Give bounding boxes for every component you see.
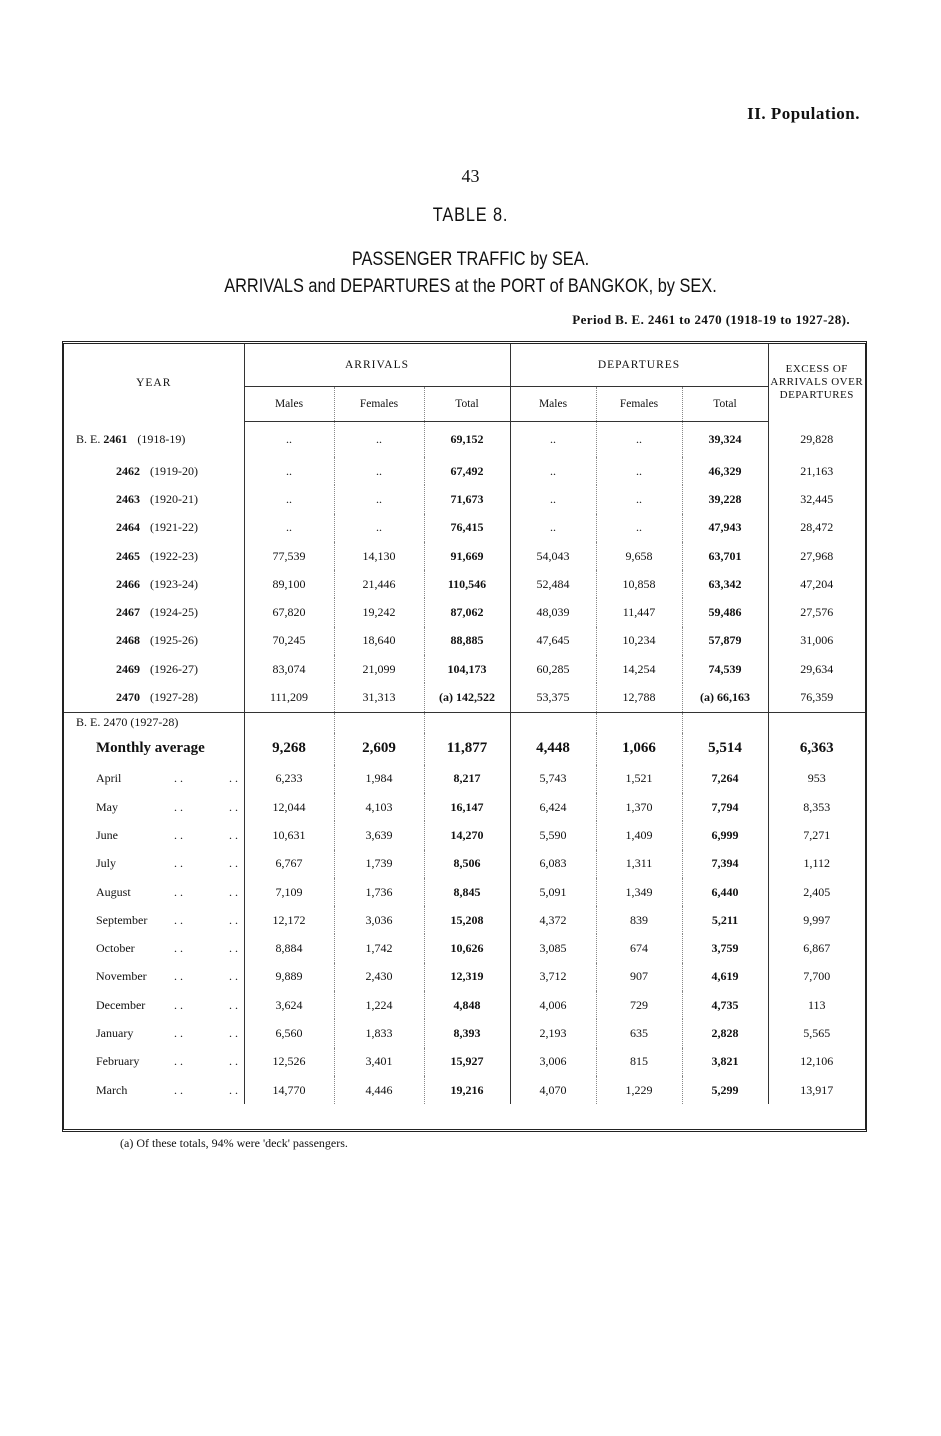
month-name	[64, 963, 244, 991]
cell-dep_t: 4,735	[682, 991, 768, 1019]
cell-excess: 9,997	[768, 906, 865, 934]
table-row	[64, 542, 865, 570]
cell-arr_f: 21,099	[334, 655, 424, 683]
table-row	[64, 655, 865, 683]
cell-dep_t: 3,759	[682, 934, 768, 962]
cell-arr_f: 4,103	[334, 793, 424, 821]
cell-excess: 6,867	[768, 934, 865, 962]
cell-excess: 13,917	[768, 1076, 865, 1104]
cell-dep_m: ..	[510, 457, 596, 485]
table-row	[64, 683, 865, 712]
table-row	[64, 1076, 865, 1104]
cell-dep_f: 839	[596, 906, 682, 934]
table-row	[64, 421, 865, 457]
month-name	[64, 1019, 244, 1047]
cell-arr_m: ..	[244, 421, 334, 457]
table-row	[64, 570, 865, 598]
year-be: 2465	[116, 548, 140, 563]
year-period: (1918-19)	[137, 431, 186, 446]
cell-dep_m: 5,590	[510, 821, 596, 849]
year-period: (1920-21)	[150, 491, 198, 506]
cell-excess: 953	[768, 765, 865, 793]
table-row	[64, 765, 865, 793]
cell-arr_m: 89,100	[244, 570, 334, 598]
cell-arr_t: 76,415	[424, 514, 510, 542]
cell-dep_f: ..	[596, 457, 682, 485]
month-label: October	[96, 941, 135, 956]
cell-arr_m: 14,770	[244, 1076, 334, 1104]
month-label: May	[96, 799, 118, 814]
year-be: 2461	[103, 431, 128, 446]
cell-arr_f: ..	[334, 485, 424, 513]
leader-dots: ..	[229, 1054, 241, 1069]
cell-dep_t: 39,324	[682, 421, 768, 457]
cell-arr_m: 70,245	[244, 627, 334, 655]
year-cell	[64, 683, 244, 712]
cell-arr_t: 110,546	[424, 570, 510, 598]
arrivals-males-header: Males	[244, 386, 334, 421]
cell-arr_t: 15,208	[424, 906, 510, 934]
cell-dep_t: 63,701	[682, 542, 768, 570]
cell-arr_f: 3,639	[334, 821, 424, 849]
cell-dep_m: 6,083	[510, 850, 596, 878]
leader-dots: ..	[229, 884, 241, 899]
year-period: (1924-25)	[150, 605, 198, 620]
cell-arr_m: 12,172	[244, 906, 334, 934]
cell-excess: 76,359	[768, 683, 865, 712]
cell-arr_m: 10,631	[244, 821, 334, 849]
cell-dep_t: 7,394	[682, 850, 768, 878]
cell-dep_m: 5,091	[510, 878, 596, 906]
year-prefix: B. E.	[76, 431, 101, 446]
table-row	[64, 598, 865, 626]
cell-arr_f: 4,446	[334, 1076, 424, 1104]
cell-dep_m: 6,424	[510, 793, 596, 821]
cell-excess: 1,112	[768, 850, 865, 878]
table-title-line1: PASSENGER TRAFFIC by SEA.	[351, 249, 590, 270]
cell-dep_f: 9,658	[596, 542, 682, 570]
month-label: September	[96, 912, 148, 927]
avg-label: Monthly average	[96, 740, 205, 757]
cell-dep_f: ..	[596, 421, 682, 457]
page-number: 43	[461, 166, 480, 186]
leader-dots: ..	[174, 799, 186, 814]
cell-excess: 8,353	[768, 793, 865, 821]
cell-arr_m: 6,233	[244, 765, 334, 793]
cell-arr_m: 7,109	[244, 878, 334, 906]
cell-arr_t: 87,062	[424, 598, 510, 626]
year-cell	[64, 457, 244, 485]
leader-dots: ..	[174, 1054, 186, 1069]
cell-arr_t: 104,173	[424, 655, 510, 683]
departures-total-header: Total	[682, 386, 768, 421]
month-label: January	[96, 1025, 134, 1040]
cell-arr_m: 12,526	[244, 1048, 334, 1076]
year-period: (1926-27)	[150, 661, 198, 676]
cell-dep_m: 53,375	[510, 683, 596, 712]
leader-dots: ..	[174, 884, 186, 899]
cell-dep_t: 2,828	[682, 1019, 768, 1047]
cell-excess: 31,006	[768, 627, 865, 655]
cell-excess: 47,204	[768, 570, 865, 598]
cell-arr_f: 1,833	[334, 1019, 424, 1047]
cell-arr_f: 3,401	[334, 1048, 424, 1076]
passenger-traffic-table	[64, 344, 865, 1104]
month-name	[64, 850, 244, 878]
cell-dep_t: 46,329	[682, 457, 768, 485]
table-title-line2: ARRIVALS and DEPARTURES at the PORT of BANGKOK, by SEX.	[224, 276, 717, 297]
cell-arr_f: 31,313	[334, 683, 424, 712]
table-row	[64, 485, 865, 513]
table-row	[64, 821, 865, 849]
month-name	[64, 793, 244, 821]
departures-males-header: Males	[510, 386, 596, 421]
cell-dep_m: 2,193	[510, 1019, 596, 1047]
table-row	[64, 1019, 865, 1047]
cell-arr_m: 6,767	[244, 850, 334, 878]
year-be: 2468	[116, 633, 140, 648]
year-cell	[64, 570, 244, 598]
table-row	[64, 906, 865, 934]
cell-arr_t: (a) 142,522	[424, 683, 510, 712]
year-cell	[64, 421, 244, 457]
cell-arr_m: 111,209	[244, 683, 334, 712]
cell-arr_t: 88,885	[424, 627, 510, 655]
cell-dep_t: 59,486	[682, 598, 768, 626]
table-row	[64, 514, 865, 542]
avg-arr-females: 2,609	[334, 733, 424, 765]
cell-dep_f: 10,234	[596, 627, 682, 655]
cell-dep_m: 4,070	[510, 1076, 596, 1104]
table-row	[64, 457, 865, 485]
year-be: 2462	[116, 463, 140, 478]
cell-dep_m: 5,743	[510, 765, 596, 793]
cell-arr_t: 8,393	[424, 1019, 510, 1047]
cell-arr_t: 71,673	[424, 485, 510, 513]
leader-dots: ..	[174, 941, 186, 956]
leader-dots: ..	[229, 771, 241, 786]
cell-arr_m: 77,539	[244, 542, 334, 570]
cell-excess: 7,271	[768, 821, 865, 849]
monthly-rows	[64, 765, 865, 1105]
leader-dots: ..	[229, 799, 241, 814]
cell-arr_f: 19,242	[334, 598, 424, 626]
month-label: August	[96, 884, 131, 899]
cell-dep_m: ..	[510, 485, 596, 513]
cell-excess: 29,634	[768, 655, 865, 683]
cell-arr_t: 8,217	[424, 765, 510, 793]
cell-dep_f: 11,447	[596, 598, 682, 626]
cell-arr_f: ..	[334, 514, 424, 542]
avg-heading: B. E. 2470 (1927-28)	[64, 712, 244, 733]
table-row	[64, 627, 865, 655]
cell-dep_f: 907	[596, 963, 682, 991]
cell-arr_t: 4,848	[424, 991, 510, 1019]
leader-dots: ..	[229, 1082, 241, 1097]
cell-dep_t: (a) 66,163	[682, 683, 768, 712]
cell-dep_f: 729	[596, 991, 682, 1019]
cell-dep_f: ..	[596, 485, 682, 513]
leader-dots: ..	[174, 856, 186, 871]
cell-arr_t: 10,626	[424, 934, 510, 962]
year-period: (1919-20)	[150, 463, 198, 478]
cell-dep_t: 5,299	[682, 1076, 768, 1104]
leader-dots: ..	[229, 969, 241, 984]
month-name	[64, 765, 244, 793]
cell-arr_f: 1,224	[334, 991, 424, 1019]
month-label: November	[96, 969, 147, 984]
cell-arr_f: 2,430	[334, 963, 424, 991]
cell-arr_f: 14,130	[334, 542, 424, 570]
cell-arr_t: 8,506	[424, 850, 510, 878]
cell-dep_f: 1,521	[596, 765, 682, 793]
cell-dep_m: 3,712	[510, 963, 596, 991]
cell-dep_t: 74,539	[682, 655, 768, 683]
cell-dep_m: 3,006	[510, 1048, 596, 1076]
cell-arr_t: 15,927	[424, 1048, 510, 1076]
month-label: April	[96, 771, 122, 786]
year-be: 2463	[116, 491, 140, 506]
table-row	[64, 1048, 865, 1076]
month-name	[64, 878, 244, 906]
cell-arr_t: 14,270	[424, 821, 510, 849]
year-cell	[64, 598, 244, 626]
table-row	[64, 963, 865, 991]
cell-dep_t: 7,794	[682, 793, 768, 821]
cell-dep_m: 4,372	[510, 906, 596, 934]
month-label: March	[96, 1082, 128, 1097]
year-cell	[64, 627, 244, 655]
cell-dep_m: 60,285	[510, 655, 596, 683]
month-name	[64, 821, 244, 849]
month-name	[64, 1076, 244, 1104]
footnote: (a) Of these totals, 94% were 'deck' passengers.	[120, 1136, 348, 1150]
cell-dep_t: 5,211	[682, 906, 768, 934]
cell-arr_t: 19,216	[424, 1076, 510, 1104]
cell-arr_t: 8,845	[424, 878, 510, 906]
year-period: (1923-24)	[150, 576, 198, 591]
cell-arr_m: ..	[244, 457, 334, 485]
cell-arr_f: 1,984	[334, 765, 424, 793]
leader-dots: ..	[174, 827, 186, 842]
leader-dots: ..	[229, 1025, 241, 1040]
cell-excess: 12,106	[768, 1048, 865, 1076]
excess-column-header: EXCESS OF ARRIVALS OVER DEPARTURES	[768, 344, 865, 421]
cell-dep_f: 14,254	[596, 655, 682, 683]
cell-dep_m: 52,484	[510, 570, 596, 598]
leader-dots: ..	[229, 827, 241, 842]
cell-arr_m: ..	[244, 514, 334, 542]
cell-arr_f: 18,640	[334, 627, 424, 655]
cell-dep_m: 47,645	[510, 627, 596, 655]
cell-excess: 27,968	[768, 542, 865, 570]
year-be: 2466	[116, 576, 140, 591]
cell-arr_f: 21,446	[334, 570, 424, 598]
month-label: June	[96, 827, 118, 842]
year-be: 2467	[116, 605, 140, 620]
cell-excess: 5,565	[768, 1019, 865, 1047]
avg-excess: 6,363	[768, 733, 865, 765]
leader-dots: ..	[174, 1025, 186, 1040]
month-name	[64, 991, 244, 1019]
table-row	[64, 991, 865, 1019]
avg-dep-females: 1,066	[596, 733, 682, 765]
cell-dep_f: 1,229	[596, 1076, 682, 1104]
leader-dots: ..	[229, 997, 241, 1012]
table-row	[64, 850, 865, 878]
leader-dots: ..	[229, 912, 241, 927]
annual-rows	[64, 421, 865, 712]
avg-arr-males: 9,268	[244, 733, 334, 765]
month-label: December	[96, 997, 146, 1012]
table-row	[64, 878, 865, 906]
month-label: July	[96, 856, 117, 871]
month-label: February	[96, 1054, 140, 1069]
monthly-average-block	[64, 712, 865, 765]
cell-dep_f: ..	[596, 514, 682, 542]
month-name	[64, 906, 244, 934]
cell-arr_t: 91,669	[424, 542, 510, 570]
year-cell	[64, 655, 244, 683]
year-period: (1925-26)	[150, 633, 198, 648]
leader-dots: ..	[174, 1082, 186, 1097]
cell-arr_m: 8,884	[244, 934, 334, 962]
cell-arr_m: 6,560	[244, 1019, 334, 1047]
avg-arr-total: 11,877	[424, 733, 510, 765]
cell-dep_t: 3,821	[682, 1048, 768, 1076]
year-be: 2469	[116, 661, 140, 676]
year-column-header: YEAR	[136, 376, 172, 389]
cell-arr_m: 12,044	[244, 793, 334, 821]
cell-dep_t: 39,228	[682, 485, 768, 513]
cell-dep_f: 1,370	[596, 793, 682, 821]
year-be: 2470	[116, 690, 140, 705]
cell-arr_f: ..	[334, 457, 424, 485]
cell-arr_f: 1,742	[334, 934, 424, 962]
table-row	[64, 934, 865, 962]
avg-dep-males: 4,448	[510, 733, 596, 765]
cell-dep_f: 1,311	[596, 850, 682, 878]
cell-dep_t: 7,264	[682, 765, 768, 793]
cell-dep_f: 815	[596, 1048, 682, 1076]
departures-females-header: Females	[596, 386, 682, 421]
avg-dep-total: 5,514	[682, 733, 768, 765]
year-period: (1922-23)	[150, 548, 198, 563]
table-label: TABLE 8.	[432, 205, 509, 226]
leader-dots: ..	[229, 941, 241, 956]
cell-excess: 29,828	[768, 421, 865, 457]
cell-dep_t: 6,999	[682, 821, 768, 849]
cell-dep_m: ..	[510, 514, 596, 542]
cell-dep_f: 12,788	[596, 683, 682, 712]
cell-arr_f: 1,736	[334, 878, 424, 906]
cell-dep_m: ..	[510, 421, 596, 457]
data-table-frame	[62, 341, 867, 1132]
arrivals-females-header: Females	[334, 386, 424, 421]
departures-group-header: DEPARTURES	[510, 344, 768, 386]
year-cell	[64, 514, 244, 542]
cell-dep_f: 1,349	[596, 878, 682, 906]
cell-arr_f: 1,739	[334, 850, 424, 878]
cell-dep_m: 3,085	[510, 934, 596, 962]
leader-dots: ..	[229, 856, 241, 871]
month-name	[64, 934, 244, 962]
cell-dep_t: 6,440	[682, 878, 768, 906]
year-cell	[64, 485, 244, 513]
cell-excess: 27,576	[768, 598, 865, 626]
cell-dep_m: 54,043	[510, 542, 596, 570]
arrivals-group-header: ARRIVALS	[244, 344, 510, 386]
cell-dep_f: 635	[596, 1019, 682, 1047]
cell-arr_t: 16,147	[424, 793, 510, 821]
leader-dots: ..	[174, 771, 186, 786]
leader-dots: ..	[174, 969, 186, 984]
cell-dep_m: 48,039	[510, 598, 596, 626]
cell-arr_f: 3,036	[334, 906, 424, 934]
cell-dep_m: 4,006	[510, 991, 596, 1019]
cell-excess: 21,163	[768, 457, 865, 485]
year-period: (1927-28)	[150, 690, 198, 705]
cell-arr_t: 67,492	[424, 457, 510, 485]
cell-dep_t: 47,943	[682, 514, 768, 542]
cell-dep_f: 674	[596, 934, 682, 962]
table-row	[64, 793, 865, 821]
cell-dep_t: 4,619	[682, 963, 768, 991]
cell-arr_t: 12,319	[424, 963, 510, 991]
cell-arr_m: ..	[244, 485, 334, 513]
leader-dots: ..	[174, 912, 186, 927]
cell-dep_f: 1,409	[596, 821, 682, 849]
cell-dep_f: 10,858	[596, 570, 682, 598]
year-be: 2464	[116, 520, 140, 535]
cell-excess: 28,472	[768, 514, 865, 542]
cell-arr_m: 83,074	[244, 655, 334, 683]
cell-arr_t: 69,152	[424, 421, 510, 457]
cell-excess: 113	[768, 991, 865, 1019]
table-period: Period B. E. 2461 to 2470 (1918-19 to 1927-28).	[572, 312, 850, 327]
cell-excess: 7,700	[768, 963, 865, 991]
cell-dep_t: 57,879	[682, 627, 768, 655]
cell-arr_m: 3,624	[244, 991, 334, 1019]
year-period: (1921-22)	[150, 520, 198, 535]
cell-arr_m: 9,889	[244, 963, 334, 991]
cell-excess: 32,445	[768, 485, 865, 513]
leader-dots: ..	[174, 997, 186, 1012]
arrivals-total-header: Total	[424, 386, 510, 421]
cell-excess: 2,405	[768, 878, 865, 906]
section-heading: II. Population.	[747, 104, 860, 123]
cell-arr_m: 67,820	[244, 598, 334, 626]
month-name	[64, 1048, 244, 1076]
cell-dep_t: 63,342	[682, 570, 768, 598]
year-cell	[64, 542, 244, 570]
cell-arr_f: ..	[334, 421, 424, 457]
